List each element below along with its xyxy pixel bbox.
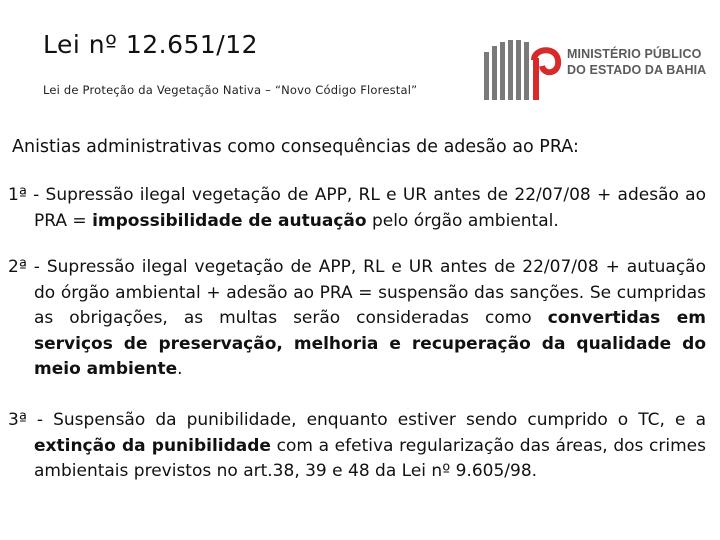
item-number: 1ª [8,185,27,205]
item-text: - Supressão ilegal vegetação de APP, RL e UR antes de 22/07/08 + autuação do órgão ambiental + adesão ao PRA = suspensão das sanções. Se cumpridas as obrigações, as multas serão consideradas como [26,257,706,328]
item-text: - Suspensão da punibilidade, enquanto estiver sendo cumprido o TC, e a [26,410,706,430]
list-item [8,183,706,234]
item-text: pelo órgão ambiental. [366,210,559,231]
item-number: 2ª [8,257,27,277]
list-item [8,408,706,485]
item-text: . [177,359,183,379]
logo-line-2: DO ESTADO DA BAHIA [567,63,707,77]
mp-bahia-logo [482,36,712,108]
item-text: - Supressão ilegal vegetação de APP, RL e UR antes de 22/07/08 + adesão ao PRA = [26,185,706,231]
page-subtitle: Lei de Proteção da Vegetação Nativa – “Novo Código Florestal” [43,83,418,97]
item-text: com a efetiva regularização das áreas, dos crimes ambientais previstos no art.38, 39 e 48 da Lei nº 9.605/98. [34,435,706,481]
list-item [8,255,706,383]
item-bold-text: extinção da punibilidade [34,435,271,456]
section-heading: Anistias administrativas como consequências de adesão ao PRA: [12,137,579,157]
item-bold-text: impossibilidade de autuação [92,210,367,231]
page-title: Lei nº 12.651/12 [43,30,259,59]
item-bold-text: convertidas em serviços de preservação, melhoria e recuperação da qualidade do meio ambiente [34,308,706,379]
mp-logo-icon [482,36,562,108]
item-number: 3ª [8,410,27,430]
logo-line-1: MINISTÉRIO PÚBLICO [567,47,702,61]
